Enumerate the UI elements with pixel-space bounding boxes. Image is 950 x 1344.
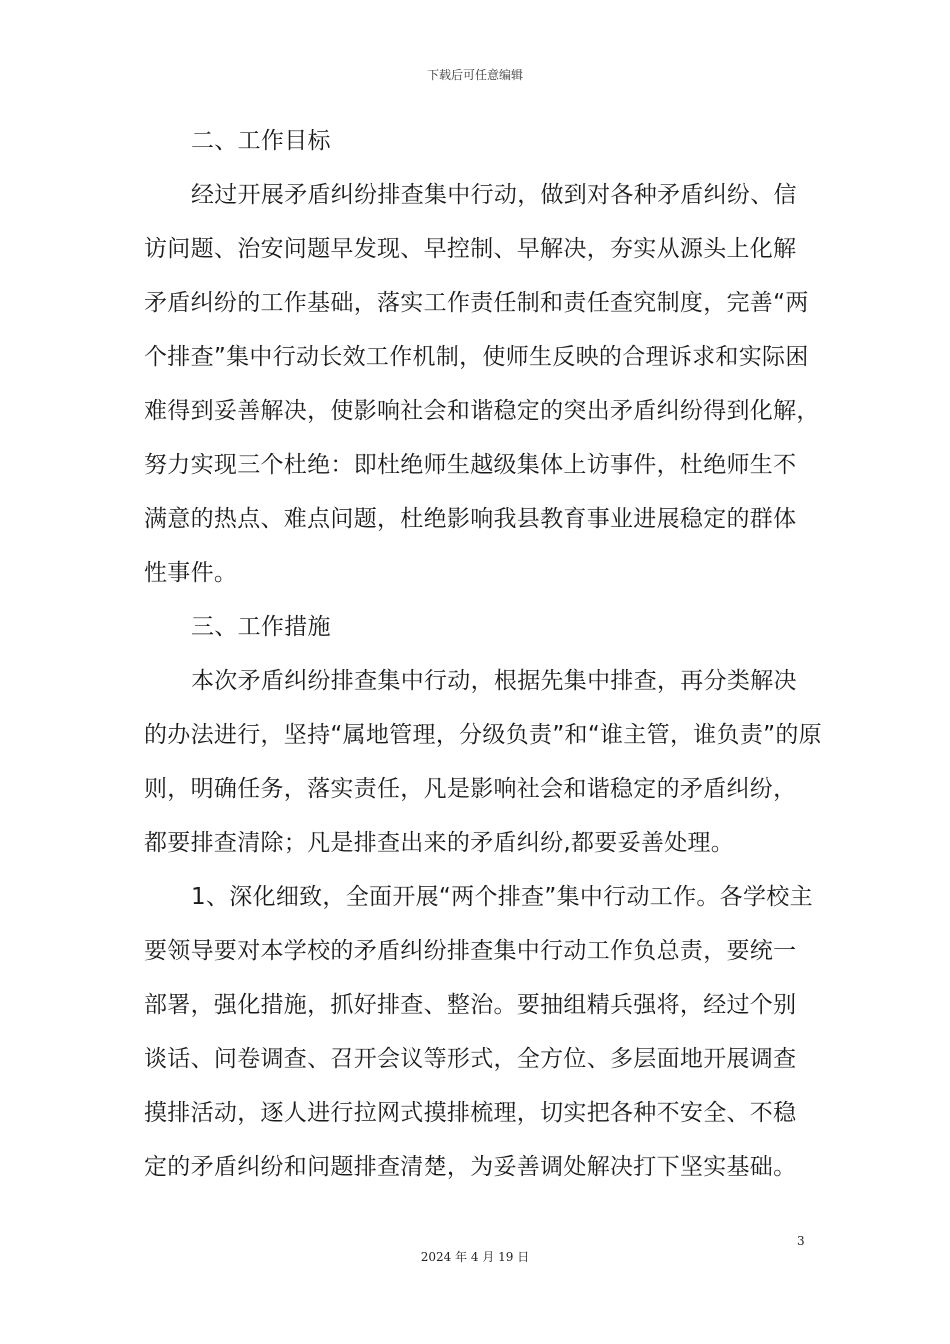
- paragraph-line: 摸排活动，逐人进行拉网式摸排梳理，切实把各种不安全、不稳: [144, 1100, 797, 1126]
- paragraph-line: 则，明确任务，落实责任，凡是影响社会和谐稳定的矛盾纠纷，: [144, 776, 797, 802]
- paragraph-line: 1、深化细致，全面开展“两个排查”集中行动工作。各学校主: [191, 884, 813, 910]
- paragraph-line: 矛盾纠纷的工作基础，落实工作责任制和责任查究制度，完善“两: [144, 290, 809, 316]
- paragraph-line: 访问题、治安问题早发现、早控制、早解决，夯实从源头上化解: [144, 236, 797, 262]
- paragraph-line: 本次矛盾纠纷排查集中行动，根据先集中排查，再分类解决: [191, 668, 797, 694]
- paragraph-line: 满意的热点、难点问题，杜绝影响我县教育事业进展稳定的群体: [144, 506, 797, 532]
- document-body: [144, 114, 820, 1194]
- paragraph-line: 经过开展矛盾纠纷排查集中行动，做到对各种矛盾纠纷、信: [191, 182, 797, 208]
- paragraph-line: 个排查”集中行动长效工作机制，使师生反映的合理诉求和实际困: [144, 344, 809, 370]
- page-header: 下载后可任意编辑: [426, 68, 523, 82]
- paragraph-line: 的办法进行，坚持“属地管理，分级负责”和“谁主管，谁负责”的原: [144, 722, 822, 748]
- paragraph-line: 难得到妥善解决，使影响社会和谐稳定的突出矛盾纠纷得到化解，: [144, 398, 820, 424]
- paragraph-line: 定的矛盾纠纷和问题排查清楚，为妥善调处解决打下坚实基础。: [144, 1154, 797, 1180]
- paragraph-line: 部署，强化措施，抓好排查、整治。要抽组精兵强将，经过个别: [144, 992, 797, 1018]
- paragraph-line: 要领导要对本学校的矛盾纠纷排查集中行动工作负总责，要统一: [144, 938, 797, 964]
- section-heading-goals: 二、工作目标: [191, 128, 331, 154]
- section-heading-measures: 三、工作措施: [191, 614, 331, 640]
- paragraph-line: 都要排查清除；凡是排查出来的矛盾纠纷,都要妥善处理。: [144, 830, 735, 856]
- page-number: 3: [797, 1234, 805, 1248]
- paragraph-line: 努力实现三个杜绝：即杜绝师生越级集体上访事件，杜绝师生不: [144, 452, 797, 478]
- paragraph-line: 性事件。: [144, 560, 238, 586]
- page-footer-date: 2024 年 4 月 19 日: [420, 1250, 530, 1264]
- paragraph-line: 谈话、问卷调查、召开会议等形式，全方位、多层面地开展调查: [144, 1046, 797, 1072]
